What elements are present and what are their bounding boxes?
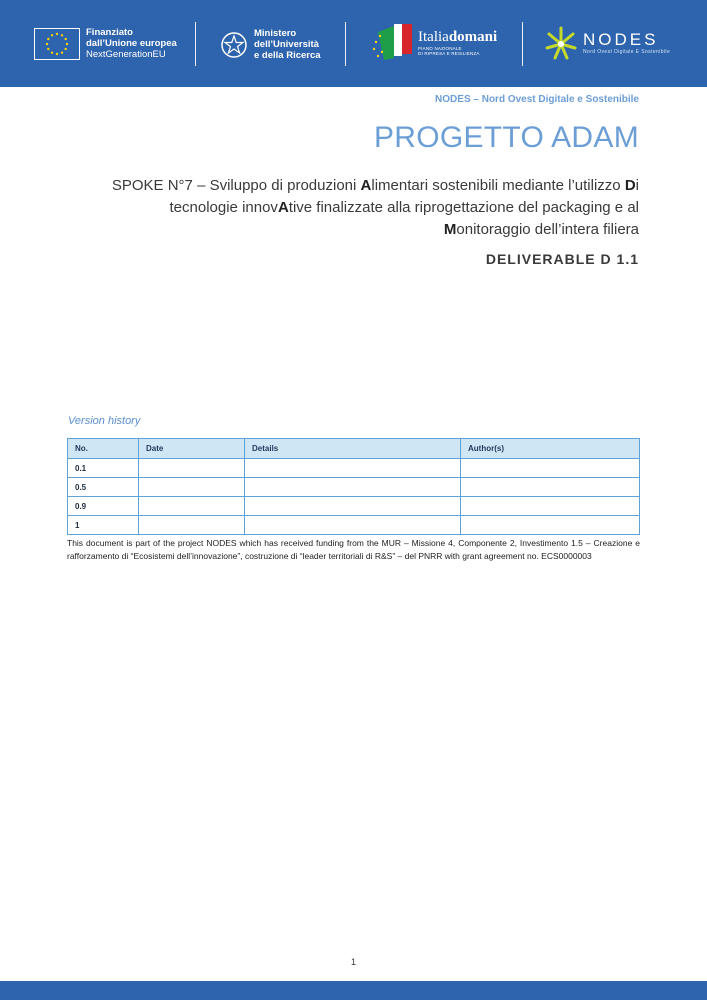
funding-note: This document is part of the project NODES which has received funding from the MUR – Missione 4, Componente 2, Investimento 1.5 – Creazione e rafforzamento di “Ecosistemi dell’innovazione”, costruzione di “leader territoriali di R&S” – del PNRR with grant agreement no. ECS0000003	[67, 538, 640, 561]
ministry-logo-text	[254, 28, 321, 61]
cell-authors	[461, 478, 640, 497]
spoke-text-2: limentari sostenibili mediante l’utilizzo	[371, 177, 625, 194]
table-row	[68, 497, 640, 516]
italiadomani-sub-2: DI RIPRESA E RESILIENZA	[418, 50, 480, 56]
cell-authors	[461, 516, 640, 535]
org-line: NODES – Nord Ovest Digitale e Sostenibile	[435, 94, 639, 105]
ministry-line-3: e della Ricerca	[254, 50, 321, 61]
table-row	[68, 478, 640, 497]
ministry-line-1: Ministero	[254, 28, 297, 39]
spoke-letter-m: M	[443, 221, 457, 238]
spoke-letter-a1: A	[360, 177, 372, 194]
italiadomani-text	[418, 29, 497, 56]
italiadomani-name-regular: Italia	[418, 28, 449, 45]
cell-no: 0.5	[68, 478, 139, 497]
footer-bar	[0, 981, 707, 1000]
eu-line-1: Finanziato	[86, 27, 133, 38]
nodes-logo-text	[583, 31, 670, 55]
italian-emblem-icon	[220, 30, 248, 60]
cell-no: 1	[68, 516, 139, 535]
cell-date	[139, 459, 245, 478]
document-title: PROGETTO ADAM	[373, 121, 639, 154]
column-header-details: Details	[245, 439, 461, 459]
cell-date	[139, 497, 245, 516]
header-banner	[0, 0, 707, 87]
eu-logo-text	[86, 27, 177, 60]
table-row	[68, 516, 640, 535]
spoke-text-5: onitoraggio dell’intera filiera	[456, 221, 639, 238]
spoke-text-4: tive finalizzate alla riprogettazione del packaging e al	[288, 199, 639, 216]
column-header-date: Date	[139, 439, 245, 459]
eu-flag-icon	[34, 28, 80, 60]
cell-no: 0.1	[68, 459, 139, 478]
spoke-letter-d: D	[624, 177, 636, 194]
ministry-line-2: dell’Università	[254, 39, 319, 50]
page-number: 1	[350, 957, 356, 967]
cell-details	[245, 459, 461, 478]
nodes-name: NODES	[583, 30, 659, 49]
cell-no: 0.9	[68, 497, 139, 516]
italiadomani-sub-1: PIANO NAZIONALE	[418, 45, 462, 51]
cell-details	[245, 516, 461, 535]
eu-logo	[34, 27, 177, 60]
column-header-authors: Author(s)	[461, 439, 640, 459]
column-header-no: No.	[68, 439, 139, 459]
table-row	[68, 459, 640, 478]
spoke-text-3: i tecnologie innov	[169, 177, 639, 216]
banner-divider	[345, 22, 346, 66]
spoke-description	[79, 175, 639, 241]
spoke-letter-a2: A	[277, 199, 289, 216]
cell-details	[245, 478, 461, 497]
italiadomani-logo-icon	[370, 22, 414, 62]
italiadomani-name-bold: domani	[448, 28, 498, 45]
banner-divider	[195, 22, 196, 66]
banner-divider	[522, 22, 523, 66]
deliverable-label: DELIVERABLE D 1.1	[485, 251, 639, 267]
cell-date	[139, 516, 245, 535]
ministry-logo	[220, 28, 321, 61]
nodes-sub: Nord Ovest Digitale E Sostenibile	[583, 49, 671, 55]
cell-details	[245, 497, 461, 516]
table-header-row	[68, 439, 640, 459]
italiadomani-logo	[370, 22, 497, 62]
cell-date	[139, 478, 245, 497]
nodes-logo-icon	[543, 24, 579, 62]
nodes-logo	[543, 24, 670, 62]
spoke-text-1: SPOKE N°7 – Sviluppo di produzioni	[111, 177, 361, 194]
eu-line-3: NextGenerationEU	[86, 49, 166, 60]
cell-authors	[461, 459, 640, 478]
cell-authors	[461, 497, 640, 516]
version-history-table	[67, 438, 640, 535]
version-history-label: Version history	[68, 415, 141, 427]
eu-line-2: dall’Unione europea	[86, 38, 177, 49]
